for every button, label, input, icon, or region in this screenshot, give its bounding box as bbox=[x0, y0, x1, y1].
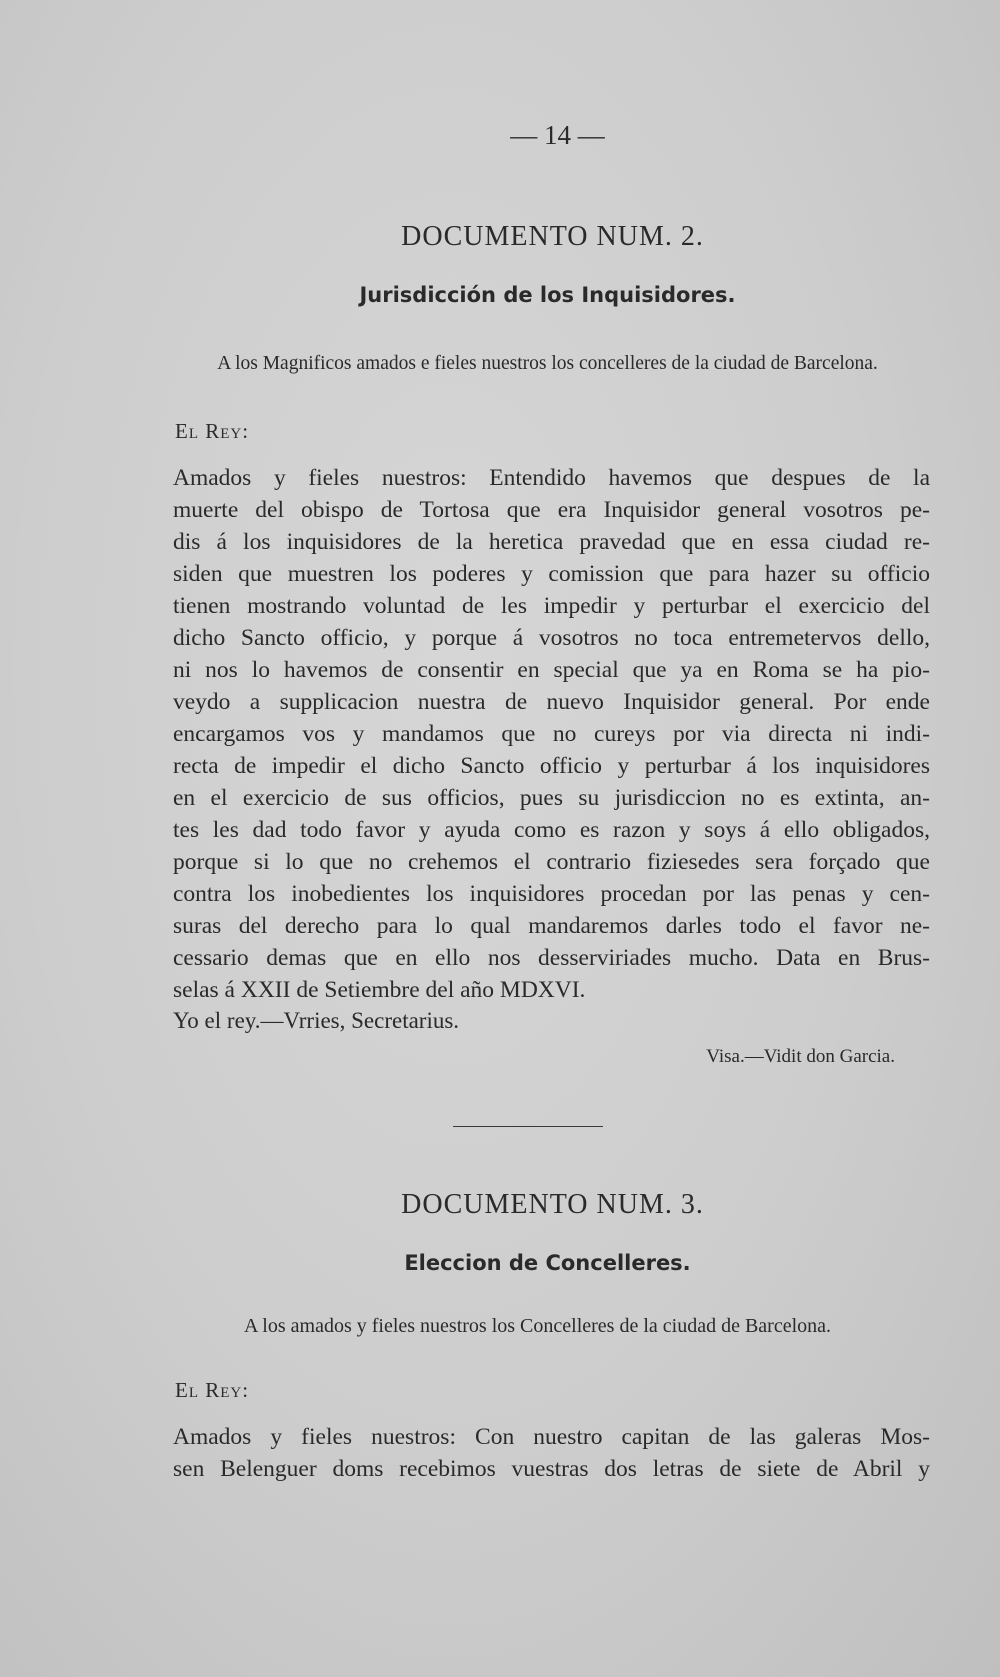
body-line: encargamos vos y mandamos que no cureys por via directa ni indi- bbox=[173, 721, 930, 747]
body-line: suras del derecho para lo qual mandaremos darles todo el favor ne- bbox=[173, 913, 930, 939]
section-divider bbox=[453, 1126, 603, 1127]
body-line: recta de impedir el dicho Sancto officio y perturbar á los inquisidores bbox=[173, 753, 930, 779]
body-line: tienen mostrando voluntad de les impedir y perturbar el exercicio del bbox=[173, 593, 930, 619]
visa-note: Visa.—Vidit don Garcia. bbox=[706, 1046, 895, 1067]
page-number: — 14 — bbox=[510, 120, 605, 150]
document-address: A los Magnificos amados e fieles nuestros los concelleres de la ciudad de Barcelona. bbox=[217, 353, 878, 374]
body-line: veydo a supplicacion nuestra de nuevo Inquisidor general. Por ende bbox=[173, 689, 930, 715]
body-line: Amados y fieles nuestros: Entendido havemos que despues de la bbox=[173, 465, 930, 491]
body-line: tes les dad todo favor y ayuda como es razon y soys á ello obligados, bbox=[173, 817, 930, 843]
salutation: El Rey: bbox=[175, 1378, 250, 1402]
document-section-2 bbox=[145, 221, 930, 1068]
document-subtitle: Jurisdicción de los Inquisidores. bbox=[359, 283, 736, 307]
document-body bbox=[145, 462, 930, 1006]
body-line: dicho Sancto officio, y porque á vosotros no toca entremetervos dello, bbox=[173, 625, 930, 651]
body-line: selas á XXII de Setiembre del año MDXVI. bbox=[173, 977, 586, 1003]
body-line: cessario demas que en ello nos desserviriades mucho. Data en Brus- bbox=[173, 945, 930, 971]
body-line: dis á los inquisidores de la heretica pravedad que en essa ciudad re- bbox=[173, 529, 930, 555]
body-line: en el exercicio de sus officios, pues su jurisdiccion no es extinta, an- bbox=[173, 785, 930, 811]
document-subtitle: Eleccion de Concelleres. bbox=[404, 1251, 691, 1275]
body-line: sen Belenguer doms recebimos vuestras dos letras de siete de Abril y bbox=[173, 1456, 930, 1482]
body-line: Amados y fieles nuestros: Con nuestro capitan de las galeras Mos- bbox=[173, 1424, 930, 1450]
document-body bbox=[145, 1421, 930, 1485]
document-address: A los amados y fieles nuestros los Concelleres de la ciudad de Barcelona. bbox=[243, 1315, 832, 1337]
body-line: siden que muestren los poderes y comission que para hazer su officio bbox=[173, 561, 930, 587]
document-section-3 bbox=[145, 1189, 930, 1485]
body-line: contra los inobedientes los inquisidores procedan por las penas y cen- bbox=[173, 881, 930, 907]
signoff: Yo el rey.—Vrries, Secretarius. bbox=[173, 1008, 460, 1033]
document-title: DOCUMENTO NUM. 2. bbox=[401, 221, 704, 252]
body-line: porque si lo que no crehemos el contrario fiziesedes sera forçado que bbox=[173, 849, 930, 875]
body-line: muerte del obispo de Tortosa que era Inquisidor general vosotros pe- bbox=[173, 497, 930, 523]
document-title: DOCUMENTO NUM. 3. bbox=[401, 1189, 704, 1220]
body-line: ni nos lo havemos de consentir en special que ya en Roma se ha pio- bbox=[173, 657, 930, 683]
salutation: El Rey: bbox=[175, 419, 250, 443]
